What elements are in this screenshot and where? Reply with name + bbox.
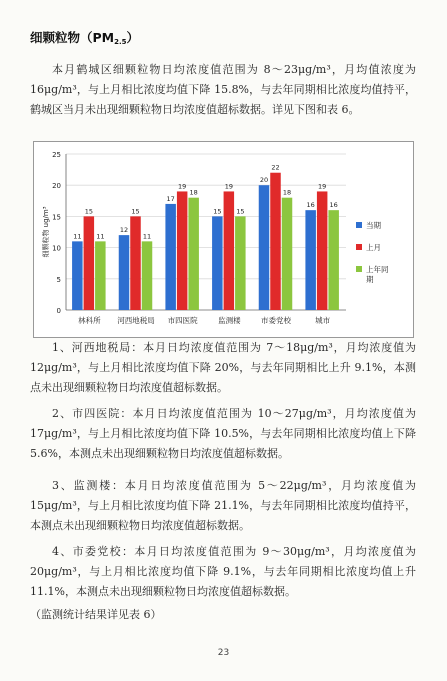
data-label: 19 bbox=[318, 182, 327, 191]
data-label: 12 bbox=[119, 226, 129, 235]
bar-上月 bbox=[177, 191, 188, 310]
bar-上年同期 bbox=[188, 198, 199, 310]
chart-svg bbox=[34, 142, 413, 337]
data-label: 15 bbox=[213, 207, 222, 216]
x-tick-label: 城市 bbox=[315, 316, 331, 325]
data-label: 15 bbox=[84, 207, 93, 216]
page-number: 23 bbox=[217, 648, 230, 658]
x-tick-label: 监测楼 bbox=[218, 316, 241, 325]
bar-上年同期 bbox=[142, 241, 153, 310]
legend-swatch-上年同期 bbox=[356, 266, 362, 272]
data-label: 15 bbox=[131, 207, 140, 216]
data-label: 18 bbox=[282, 188, 292, 197]
bar-当期 bbox=[259, 185, 270, 310]
data-label: 19 bbox=[178, 182, 187, 191]
y-tick-label: 15 bbox=[52, 213, 61, 222]
y-tick-label: 20 bbox=[52, 182, 61, 191]
bar-上年同期 bbox=[95, 241, 106, 310]
legend-label-line1: 上年同 bbox=[366, 265, 389, 274]
data-label: 11 bbox=[142, 232, 152, 241]
bar-当期 bbox=[119, 235, 130, 310]
item-2-paragraph: 2、市四医院：本月日均浓度值范围为 10～27μg/m³，月均浓度值为 17μg/m³，与上月相比浓度均值下降 10.5%，与去年同期相比浓度均值上下降 5.6%，本测点未出现细颗粒物日均浓度值超标数据。 bbox=[30, 407, 416, 460]
legend-label: 当期 bbox=[366, 221, 381, 230]
bar-上月 bbox=[224, 191, 235, 310]
data-label: 18 bbox=[189, 188, 198, 197]
intro-paragraph: 本月鹤城区细颗粒物日均浓度值范围为 8～23μg/m³，月均值浓度为 16μg/m³，与上月相比浓度均值下降 15.8%，与去年同期相比浓度均值持平，鹤城区当月未出现细颗粒物日均浓度值超标数据。详见下图和表 6。 bbox=[30, 63, 416, 116]
note-text: （监测统计结果详见表 6） bbox=[30, 608, 162, 621]
bar-上年同期 bbox=[282, 198, 293, 310]
item-3-paragraph: 3、监测楼：本月日均浓度值范围为 5～22μg/m³，月均浓度值为 15μg/m³，与上月相比浓度均值下降 21.1%，与去年同期相比浓度均值持平，本测点未出现细颗粒物日均浓度值超标数据。 bbox=[30, 479, 416, 532]
legend-swatch-当期 bbox=[356, 222, 362, 228]
bar-上月 bbox=[270, 173, 281, 310]
section-title-subscript: 2.5 bbox=[114, 38, 127, 46]
data-label: 16 bbox=[329, 201, 338, 210]
bar-当期 bbox=[165, 204, 176, 310]
legend-label-line2: 期 bbox=[366, 275, 374, 284]
data-label: 15 bbox=[236, 207, 245, 216]
bar-当期 bbox=[305, 210, 316, 310]
data-label: 22 bbox=[271, 163, 280, 172]
item-4-paragraph: 4、市委党校：本月日均浓度值范围为 9～30μg/m³，月均浓度值为 20μg/m³，与上月相比浓度均值下降 9.1%，与去年同期相比浓度均值上升 11.1%，本测点未出现细颗粒物日均浓度值超标数据。 bbox=[30, 545, 416, 598]
data-label: 16 bbox=[306, 201, 315, 210]
data-label: 11 bbox=[96, 232, 105, 241]
bar-上年同期 bbox=[328, 210, 339, 310]
y-tick-label: 0 bbox=[56, 307, 61, 315]
bar-上月 bbox=[84, 216, 95, 310]
x-tick-label: 市四医院 bbox=[167, 316, 198, 325]
y-tick-label: 5 bbox=[56, 275, 61, 284]
bar-当期 bbox=[212, 216, 223, 310]
data-label: 20 bbox=[259, 176, 269, 185]
data-label: 17 bbox=[166, 194, 175, 203]
section-title bbox=[30, 28, 139, 46]
legend-label: 上月 bbox=[366, 243, 381, 252]
y-tick-label: 10 bbox=[52, 244, 61, 253]
bar-当期 bbox=[72, 241, 83, 310]
pm25-bar-chart bbox=[33, 141, 414, 338]
y-axis-label: 细颗粒物 ug/m³ bbox=[42, 206, 50, 258]
x-tick-label: 河西地税局 bbox=[117, 316, 155, 325]
bar-上月 bbox=[317, 191, 328, 310]
x-tick-label: 市委党校 bbox=[261, 316, 291, 325]
section-title-end: ） bbox=[126, 30, 140, 45]
data-label: 19 bbox=[224, 182, 233, 191]
legend-swatch-上月 bbox=[356, 244, 362, 250]
x-tick-label: 林科所 bbox=[78, 316, 101, 325]
item-1-paragraph: 1、河西地税局：本月日均浓度值范围为 7～18μg/m³，月均浓度值为 12μg/m³，与上月相比浓度均值下降 20%，与去年同期相比上升 9.1%，本测点未出现细颗粒物日均浓度值超标数据。 bbox=[30, 341, 416, 394]
y-tick-label: 25 bbox=[52, 151, 61, 159]
data-label: 11 bbox=[73, 232, 82, 241]
bar-上月 bbox=[130, 216, 141, 310]
section-title-text: 细颗粒物（PM bbox=[30, 30, 115, 45]
bar-上年同期 bbox=[235, 216, 246, 310]
